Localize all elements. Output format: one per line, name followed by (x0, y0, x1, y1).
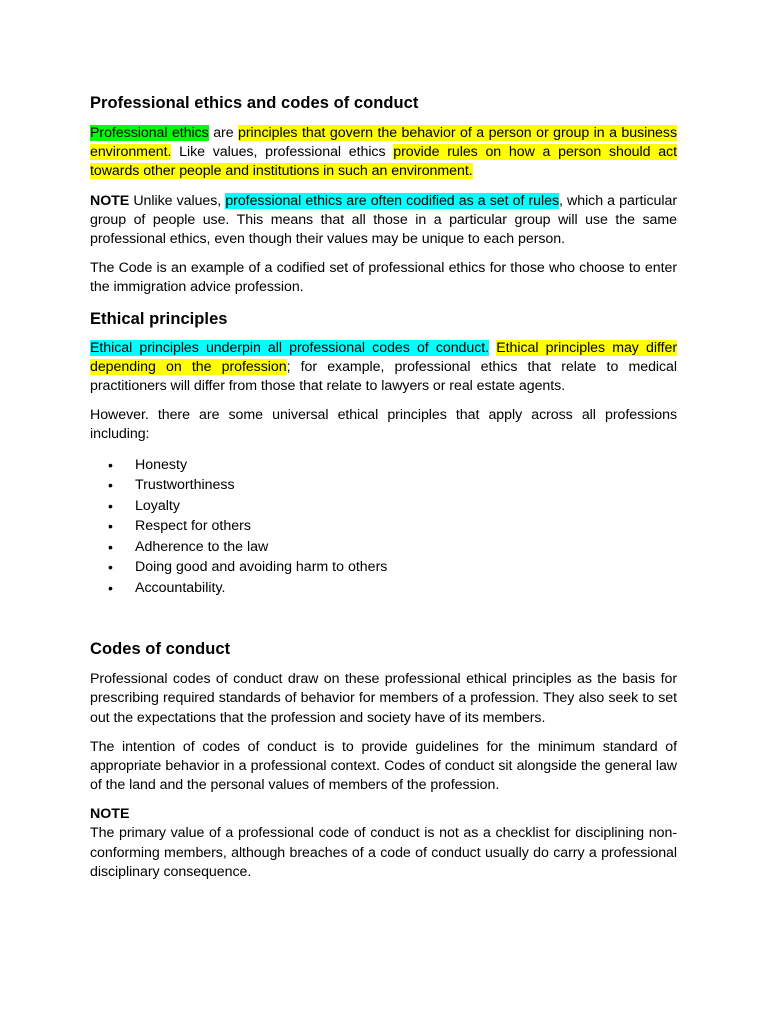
note-label-codes: NOTE (90, 806, 130, 823)
list-item: • Respect for others (90, 516, 677, 537)
paragraph-ethical-principles-underpin (90, 339, 677, 397)
list-item: • Trustworthiness (90, 475, 677, 496)
text-unlike-values: Unlike values, (129, 192, 226, 209)
heading-codes-of-conduct: Codes of conduct (90, 640, 231, 659)
text-particular-group: , which a particular group of people use. This means that all those in a particular group will use the same professional ethics, even though their values may be unique to each person. (90, 192, 677, 248)
highlight-professional-ethics: Professional ethics (90, 125, 209, 141)
paragraph-universal-principles: However. there are some universal ethical principles that apply across all professions including: (90, 407, 677, 443)
heading-professional-ethics: Professional ethics and codes of conduct (90, 94, 419, 112)
principles-list (90, 455, 677, 599)
heading-ethical-principles: Ethical principles (90, 309, 228, 328)
note-label: NOTE (90, 192, 130, 209)
highlight-principles-govern: principles that govern the behavior of a person or group in a business environment. (90, 125, 677, 161)
text-like-values: Like values, professional ethics (171, 144, 394, 161)
document-content (90, 92, 677, 882)
list-item: • Honesty (90, 455, 677, 476)
paragraph-note-codified (90, 192, 677, 250)
highlight-underpin: Ethical principles underpin all professional codes of conduct. (90, 339, 490, 356)
list-item: • Loyalty (90, 496, 677, 517)
paragraph-codes-draw: Professional codes of conduct draw on these professional ethical principles as the basis for prescribing required standards of behavior for members of a profession. They also seek to set out the expectations that the profession and society have of its members. (90, 671, 677, 726)
paragraph-intention: The intention of codes of conduct is to provide guidelines for the minimum standard of appropriate behavior in a professional context. Codes of conduct sit alongside the general law of the land and the personal values of members of the profession. (90, 738, 677, 794)
list-item: • Doing good and avoiding harm to others (90, 557, 677, 578)
highlight-differ: Ethical principles may differ depending on the profession (90, 339, 677, 375)
text-for-example: ; for example, professional ethics that relate to medical practitioners will differ from those that relate to lawyers or real estate agents. (90, 358, 677, 395)
paragraph-primary-value: The primary value of a professional code of conduct is not as a checklist for disciplining non-conforming members, although breaches of a code of conduct usually do carry a professional disciplinary consequence. (90, 825, 677, 880)
list-item: • Adherence to the law (90, 537, 677, 558)
paragraph-the-code: The Code is an example of a codified set of professional ethics for those who choose to enter the immigration advice profession. (90, 260, 677, 296)
highlight-provide-rules: provide rules on how a person should act towards other people and institutions in such an environment. (90, 144, 677, 180)
list-item: • Accountability. (90, 578, 677, 599)
text-are: are (208, 125, 239, 141)
paragraph-professional-ethics-definition (90, 124, 677, 182)
highlight-codified-rules: professional ethics are often codified as a set of rules (225, 192, 560, 209)
